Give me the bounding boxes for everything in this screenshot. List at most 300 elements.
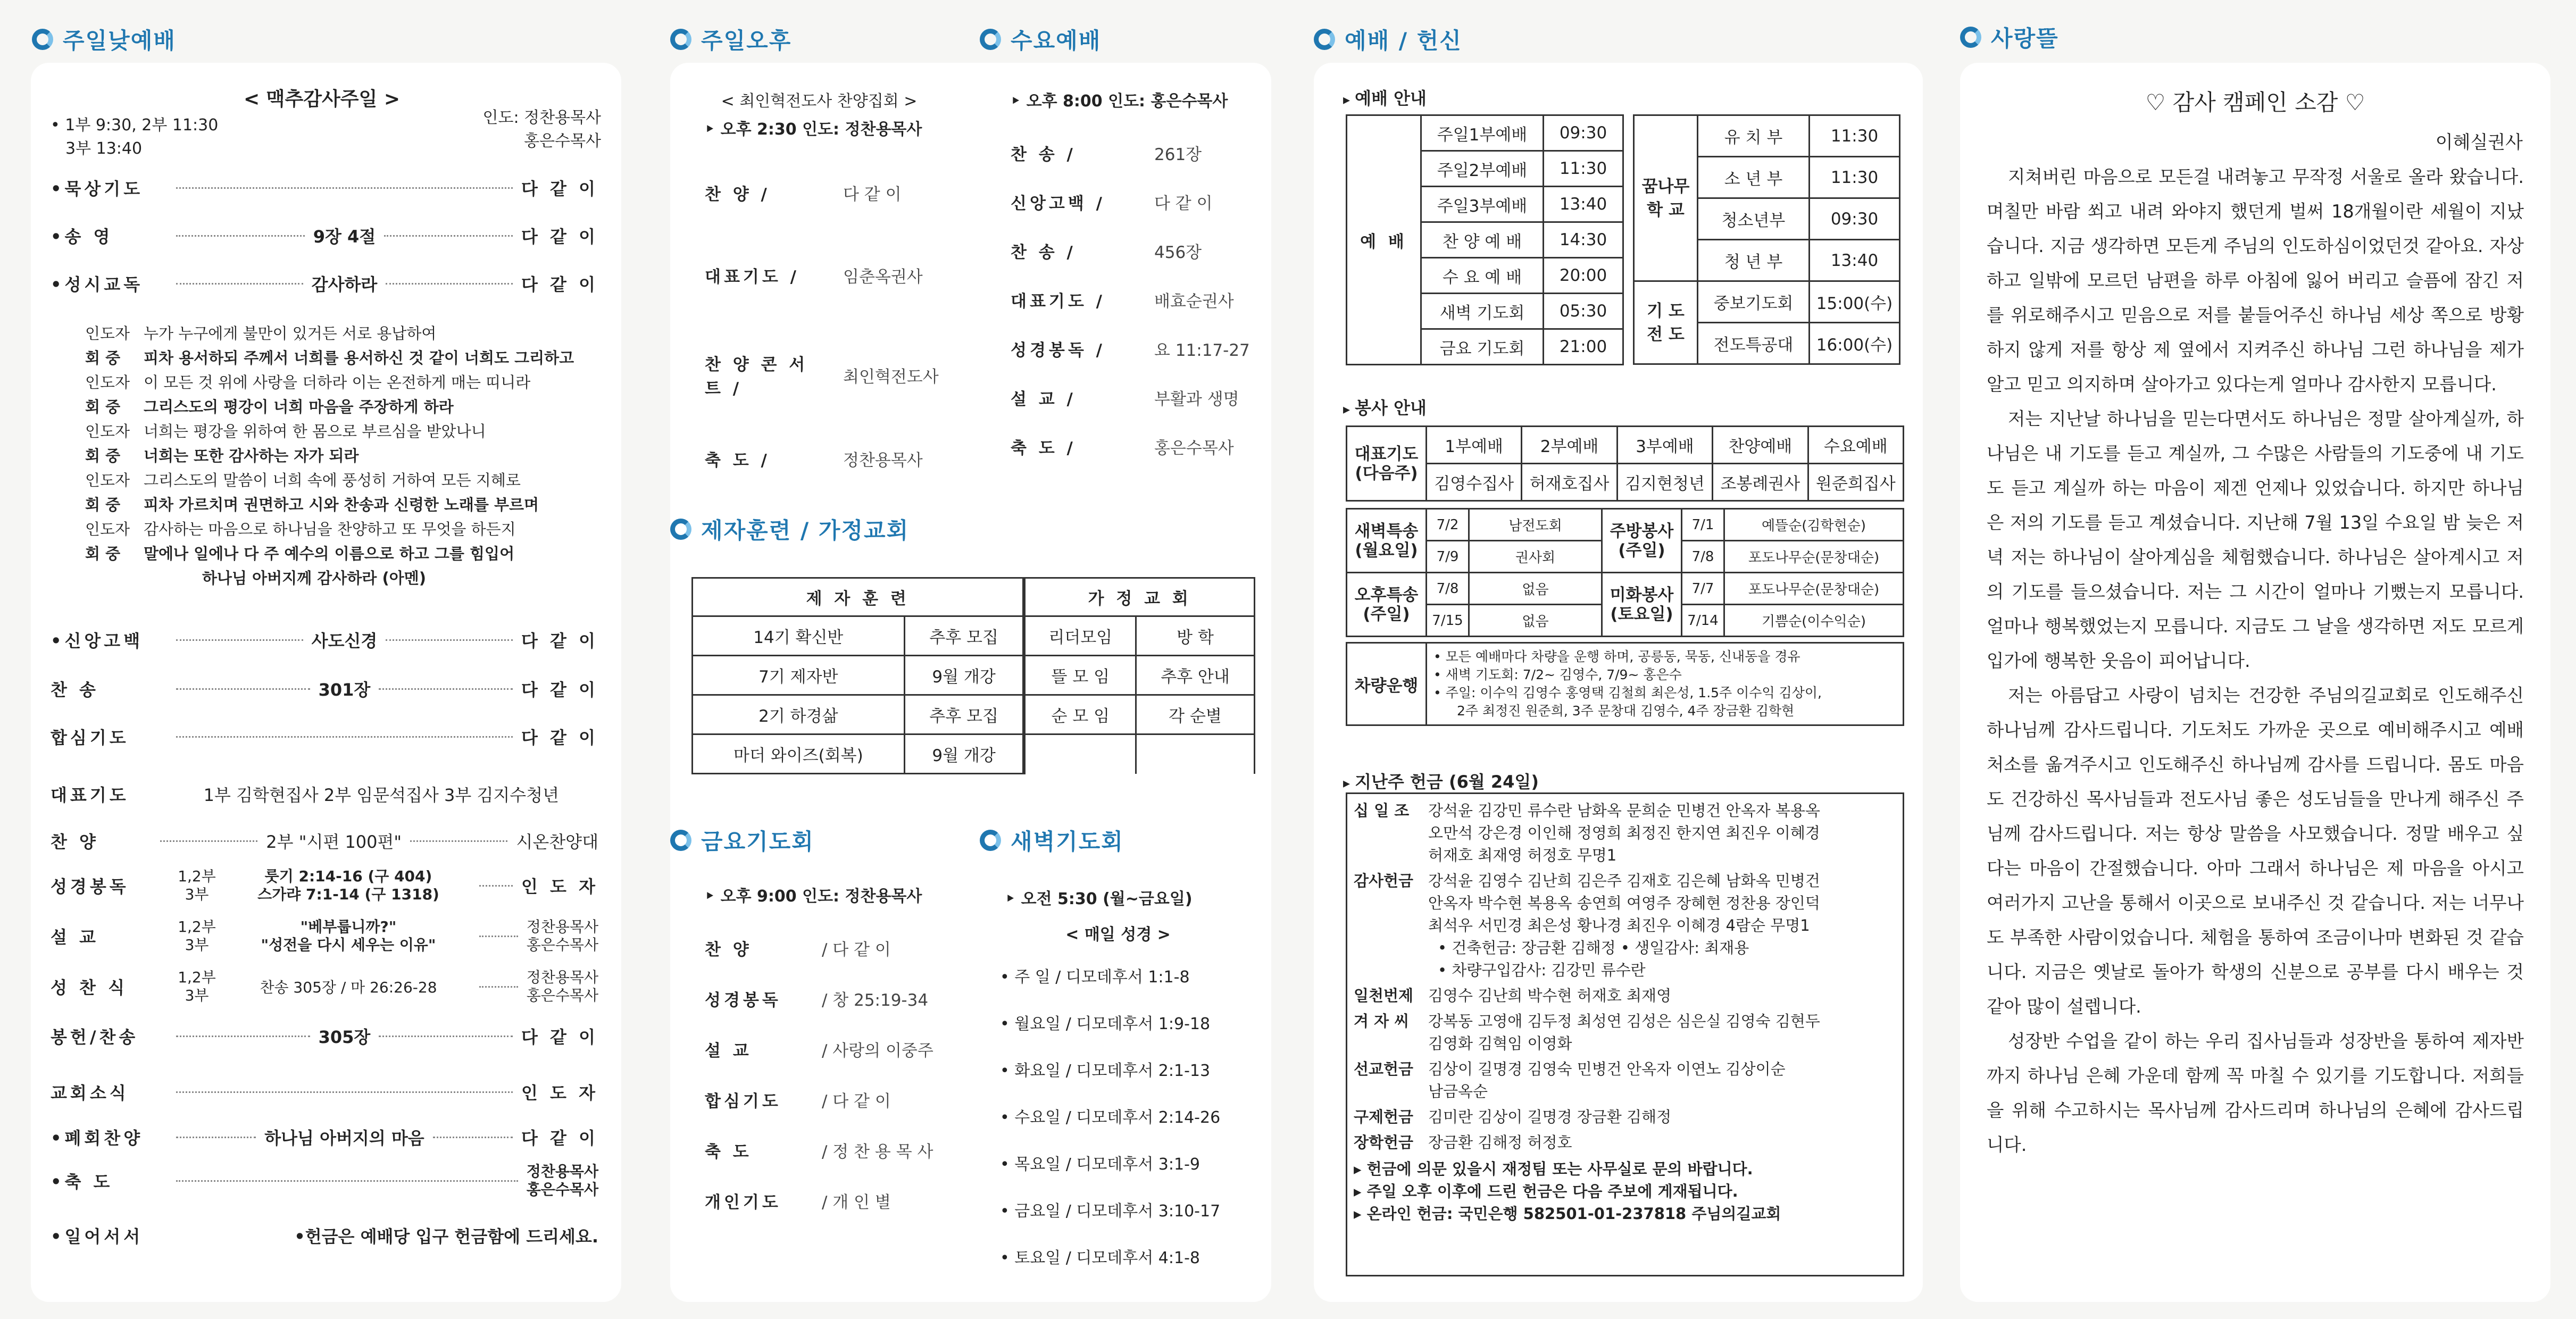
order-label: •송 영 xyxy=(51,227,113,247)
order-person: 인 도 자 xyxy=(521,1083,598,1103)
special-row xyxy=(1347,573,1904,605)
special-name: 기쁨순(이수익순) xyxy=(1724,605,1904,637)
order-item-stand: •일어서서 •헌금은 예배당 입구 헌금함에 드리세요. xyxy=(51,1226,598,1247)
school-name: 청소년부 xyxy=(1698,198,1810,240)
offering-line: 강복동 고영애 김두정 최성연 김성은 심은실 김영숙 김현두 xyxy=(1428,1012,1820,1030)
leader-dots xyxy=(176,1091,513,1093)
offering-line: 남금옥순 xyxy=(1428,1082,1488,1100)
order-value: / 다 같 이 xyxy=(822,940,891,959)
order-label: 찬 양 / xyxy=(705,185,770,204)
worship-time: 14:30 xyxy=(1544,222,1623,258)
responsive-text: 말에나 일에나 다 주 예수의 이름으로 하고 그를 힘입어 xyxy=(144,545,515,563)
order-label: 성경봉독 / xyxy=(1011,341,1105,360)
offering-label: 일천번제 xyxy=(1354,987,1414,1005)
offering-names xyxy=(1428,799,1896,866)
dawn-reading-text: • 토요일 / 디모데후서 4:1-8 xyxy=(1000,1249,1200,1267)
leader-dots xyxy=(386,283,513,285)
training-cell: 방 학 xyxy=(1136,616,1255,656)
school-time-table xyxy=(1633,114,1900,365)
training-cell: 각 순별 xyxy=(1136,695,1255,734)
service-head-cell: 1부예배 xyxy=(1427,427,1522,464)
offering-names xyxy=(1428,870,1896,981)
offering-row xyxy=(1354,984,1896,1007)
order-label: 찬 송 xyxy=(51,680,99,700)
order-label: 찬 양 콘 서 트 / xyxy=(705,355,808,398)
special-name: 권사회 xyxy=(1469,541,1602,573)
prayer-time: 16:00(수) xyxy=(1810,323,1900,364)
car-service-table: 차량운행 • 모든 예배마다 차량을 운행 하며, 공릉동, 묵동, 신내동을 경유 • 새벽 기도회: 7/2~ 김영수, 7/9~ 홍은수 • 주일: 이수익 김영수 홍영택 김철희 최은성, 1.5주 이수익 김상이, 2주 최정진 원준희, 3주 문창대 김영수, 4주 장금환 김학현 xyxy=(1346,642,1904,726)
responsive-text: 그리스도의 말씀이 너희 속에 풍성히 거하여 모든 지혜로 xyxy=(144,471,521,489)
order-label: 신앙고백 / xyxy=(1011,194,1105,213)
service-title: < 맥추감사주일 > xyxy=(243,88,401,110)
training-row xyxy=(693,656,1255,695)
special-label: 오후특송 (주일) xyxy=(1347,573,1427,637)
responsive-line xyxy=(85,517,617,539)
leader-dots xyxy=(176,283,303,285)
leader-dots xyxy=(379,688,513,690)
essay-body xyxy=(1987,160,2524,1162)
friday-item xyxy=(705,1189,981,1213)
prayer-name: 중보기도회 xyxy=(1698,281,1810,323)
order-person: 다 같 이 xyxy=(521,274,598,295)
order-value: 감사하라 xyxy=(311,274,378,295)
prayer-time: 15:00(수) xyxy=(1810,281,1900,323)
order-label: 대표기도 / xyxy=(705,268,799,287)
order-label: 찬 송 / xyxy=(1011,145,1076,164)
essay-title: ♡ 감사 캠페인 소감 ♡ xyxy=(2145,89,2365,115)
section-bullet-icon xyxy=(980,830,1001,851)
worship-time: 21:00 xyxy=(1544,329,1623,365)
order-value: 301장 xyxy=(318,680,371,700)
special-label: 미화봉사 (토요일) xyxy=(1602,573,1682,637)
order-label: •폐회찬양 xyxy=(51,1128,144,1148)
special-name: 남전도회 xyxy=(1469,509,1602,541)
dawn-reading-text: • 화요일 / 디모데후서 2:1-13 xyxy=(1000,1062,1211,1080)
responsive-text: 이 모든 것 위에 사랑을 더하라 이는 온전하게 매는 띠니라 xyxy=(144,373,531,391)
responsive-line xyxy=(85,420,617,441)
afternoon-item xyxy=(705,351,971,399)
training-cell: 순 모 임 xyxy=(1024,695,1136,734)
section-header-sunday-afternoon: 주일오후 xyxy=(670,23,791,55)
offering-line: 오만석 강은경 이인해 정영희 최정진 한지연 최진우 이혜경 xyxy=(1428,824,1820,842)
responsive-line xyxy=(85,395,617,417)
order-value: / 창 25:19-34 xyxy=(822,991,929,1010)
training-cell: 마더 와이즈(회복) xyxy=(693,734,905,774)
service-leader: 인도: 정찬용목사 홍은수목사 xyxy=(482,108,601,151)
offering-names xyxy=(1428,1010,1896,1055)
offering-note: ▸ 주일 오후 이후에 드린 헌금은 다음 주보에 게재됩니다. xyxy=(1354,1182,1738,1200)
service-name-cell: 조봉례권사 xyxy=(1713,464,1808,501)
service-guide-title: ▸ 봉사 안내 xyxy=(1343,395,1427,419)
section-header-sunday-worship: 주일낮예배 xyxy=(32,23,176,55)
responsive-text: 누가 누구에게 불만이 있거든 서로 용납하여 xyxy=(144,324,437,343)
offering-line: • 건축헌금: 장금환 김해정 • 생일감사: 최재용 xyxy=(1438,939,1749,957)
column-sunday-worship xyxy=(0,0,644,1319)
section-bullet-icon xyxy=(1960,27,1981,48)
order-value: 임춘옥권사 xyxy=(843,268,923,287)
order-value: 261장 xyxy=(1154,145,1202,164)
offering-line: 강석윤 김강민 류수란 남화옥 문희순 민병건 안옥자 복용옥 xyxy=(1428,802,1820,820)
order-person: 다 같 이 xyxy=(521,1027,598,1047)
offering-names xyxy=(1428,1106,1896,1128)
dawn-reading-text: • 주 일 / 디모데후서 1:1-8 xyxy=(1000,968,1190,987)
section-bullet-icon xyxy=(980,29,1001,50)
school-name: 청 년 부 xyxy=(1698,240,1810,281)
training-row xyxy=(693,734,1255,774)
offering-row xyxy=(1354,870,1896,981)
order-person: 다 같 이 xyxy=(521,1128,598,1148)
column-worship-service xyxy=(1298,0,1944,1319)
school-name: 유 치 부 xyxy=(1698,115,1810,157)
order-value: 456장 xyxy=(1154,243,1202,262)
service-table xyxy=(1346,425,1904,502)
responsive-speaker: 인도자 xyxy=(85,471,130,489)
training-cell: 뜰 모 임 xyxy=(1024,656,1136,695)
order-item xyxy=(51,1024,598,1048)
section-header-dawn: 새벽기도회 xyxy=(980,824,1124,856)
order-label: •신앙고백 xyxy=(51,631,144,651)
worship-name: 새벽 기도회 xyxy=(1421,294,1544,329)
service-name-cell: 허재호집사 xyxy=(1522,464,1617,501)
worship-name: 찬 양 예 배 xyxy=(1421,222,1544,258)
offering-row xyxy=(1354,1131,1896,1154)
training-cell: 14기 확신반 xyxy=(693,616,905,656)
training-row xyxy=(693,616,1255,656)
special-date: 7/15 xyxy=(1427,605,1469,637)
worship-name: 수 요 예 배 xyxy=(1421,258,1544,294)
dawn-reading xyxy=(1000,1245,1277,1268)
service-name-cell: 김영수집사 xyxy=(1427,464,1522,501)
essay-paragraph: 저는 지난날 하나님을 믿는다면서도 하나님은 정말 살아계실까, 하나님은 내 기도를 듣고 계실까, 그 수많은 사람들의 기도중에 내 기도도 듣고 계실까 하는 마음이 제겐 언제나 있었습니다. 하지만 하나님은 저의 기도를 듣고 계셨습니다. 지난해 7월 13일 수요일 밤 늦은 저녁 저는 하나님이 살아계심을 체험했습니다. 하나님은 살아계시고 저의 기도를 들으셨습니다. 저는 그 시간이 얼마나 기뻤는지 모릅니다. 얼마나 행복했었는지 모릅니다. 지금도 그 날을 생각하면 저도 모르게 입가에 행복한 웃음이 피어납니다. xyxy=(1987,408,2524,671)
training-cell: 9월 개강 xyxy=(904,656,1024,695)
order-label: 합심기도 xyxy=(51,728,129,748)
order-item xyxy=(51,628,598,652)
responsive-text: 피차 가르치며 권면하고 시와 찬송과 신령한 노래를 부르며 xyxy=(144,496,539,514)
offering-line: 장금환 김해정 허정호 xyxy=(1428,1133,1572,1151)
service-head-cell: 3부예배 xyxy=(1617,427,1712,464)
leader-dots xyxy=(384,235,513,237)
offering-row xyxy=(1354,1106,1896,1128)
offering-line: 김영수 김난희 박수현 허재호 최재영 xyxy=(1428,987,1672,1005)
training-cell: 리더모임 xyxy=(1024,616,1136,656)
dawn-reading-text: • 수요일 / 디모데후서 2:14-26 xyxy=(1000,1108,1221,1127)
offering-label: 구제헌금 xyxy=(1354,1108,1414,1126)
order-person: 다 같 이 xyxy=(521,179,598,199)
training-cell: 추후 모집 xyxy=(904,616,1024,656)
service-head-cell: 2부예배 xyxy=(1522,427,1617,464)
friday-time: ‣ 오후 9:00 인도: 정찬용목사 xyxy=(705,887,922,906)
service-head-cell: 대표기도 (다음주) xyxy=(1347,427,1427,501)
leader-dots xyxy=(176,1036,310,1037)
offering-names xyxy=(1428,1131,1896,1154)
dawn-reading xyxy=(1000,1198,1277,1221)
responsive-text: 감사하는 마음으로 하나님을 찬양하고 또 무엇을 하든지 xyxy=(144,520,516,538)
leader-dots xyxy=(176,639,303,641)
school-label: 꿈나무 학 교 xyxy=(1634,115,1698,281)
section-header-friday: 금요기도회 xyxy=(670,824,814,856)
responsive-speaker: 회 중 xyxy=(85,398,121,416)
afternoon-item xyxy=(705,263,971,287)
dawn-reading xyxy=(1000,964,1277,987)
special-date: 7/2 xyxy=(1427,509,1469,541)
special-date: 7/7 xyxy=(1682,573,1724,605)
leader-dots xyxy=(176,1137,256,1138)
special-name: 포도나무순(문창대순) xyxy=(1724,573,1904,605)
responsive-line xyxy=(85,566,617,588)
dawn-reading xyxy=(1000,1057,1277,1081)
order-value: 배효순권사 xyxy=(1154,292,1234,311)
special-date: 7/8 xyxy=(1427,573,1469,605)
special-label: 주방봉사 (주일) xyxy=(1602,509,1682,573)
prayer-row xyxy=(1634,281,1900,323)
dawn-reading-text: • 목요일 / 디모데후서 3:1-9 xyxy=(1000,1155,1200,1174)
worship-name: 주일3부예배 xyxy=(1421,187,1544,222)
essay-paragraph: 지쳐버린 마음으로 모든걸 내려놓고 무작정 서울로 올라 왔습니다. 며칠만 바람 쐬고 내려 와야지 했던게 벌써 18개월이란 세월이 지났습니다. 지금 생각하면 모든게 주님의 인도하심이었던것 같아요. 자상하고 일밖에 모르던 남편을 하루 아침에 잃어 버리고 슬픔에 잠긴 저를 위로해주시고 믿음으로 저를 붙들어주신 하나님 세상 쪽으로 방황하지 않게 저를 항상 제 옆에서 지켜주신 하나님 그런 하나님을 제가 알고 믿고 의지하며 살아가고 있다는게 얼마나 감사한지 모릅니다. xyxy=(1987,166,2524,395)
special-date: 7/9 xyxy=(1427,541,1469,573)
school-time: 11:30 xyxy=(1810,115,1900,157)
order-item-sermon: 설 교 1,2부 3부 "베부룹니까?" "성전을 다시 세우는 이유" 정찬용목사 홍은수목사 xyxy=(51,918,598,954)
worship-time: 09:30 xyxy=(1544,115,1623,151)
responsive-line xyxy=(85,346,617,368)
special-name: 없음 xyxy=(1469,605,1602,637)
wednesday-item xyxy=(1011,141,1287,165)
wednesday-item xyxy=(1011,386,1287,410)
special-row xyxy=(1347,509,1904,541)
responsive-line xyxy=(85,444,617,466)
section-header-worship: 예배 / 헌신 xyxy=(1314,23,1462,55)
special-name: 없음 xyxy=(1469,573,1602,605)
wednesday-item xyxy=(1011,190,1287,214)
dawn-reading-text: • 월요일 / 디모데후서 1:9-18 xyxy=(1000,1015,1211,1033)
school-row xyxy=(1634,115,1900,157)
offering-label: 십 일 조 xyxy=(1354,802,1410,820)
essay-paragraph: 성장반 수업을 같이 하는 우리 집사님들과 성장반을 통하여 제자반까지 하나님 은혜 가운데 함께 꼭 마칠 수 있기를 기도합니다. 저희들을 위해 수고하시는 목사님께 감사드리며 하나님의 은혜에 감사드립니다. xyxy=(1987,1031,2524,1155)
offering-line: • 차량구입감사: 김강민 류수란 xyxy=(1438,961,1646,979)
responsive-line xyxy=(85,322,617,344)
worship-time-table xyxy=(1346,114,1624,365)
prayer-label: 기 도 전 도 xyxy=(1634,281,1698,364)
offering-note: ▸ 온라인 헌금: 국민은행 582501-01-237818 주님의길교회 xyxy=(1354,1205,1781,1223)
offering-line: 김미란 김상이 길명경 장금환 김해정 xyxy=(1428,1108,1672,1126)
offering-line: 강석윤 김영수 김난희 김은주 김재호 김은혜 남화옥 민병건 xyxy=(1428,872,1820,890)
offering-line: 안옥자 박수현 복용옥 송연희 여영주 장혜현 정찬용 장인덕 xyxy=(1428,894,1820,912)
responsive-speaker: 인도자 xyxy=(85,373,130,391)
order-label: 개인기도 xyxy=(705,1193,781,1212)
responsive-line xyxy=(85,493,617,515)
worship-name: 금요 기도회 xyxy=(1421,329,1544,365)
order-value: 정찬용목사 xyxy=(843,451,923,470)
dawn-reading-text: • 금요일 / 디모데후서 3:10-17 xyxy=(1000,1202,1221,1221)
special-service-table xyxy=(1346,508,1904,637)
responsive-speaker: 인도자 xyxy=(85,520,130,538)
friday-item xyxy=(705,1088,981,1112)
order-value: 305장 xyxy=(318,1027,371,1047)
offering-title: ▸ 지난주 헌금 (6월 24일) xyxy=(1343,769,1539,793)
worship-time: 11:30 xyxy=(1544,151,1623,187)
offering-line: 최석우 서민경 최은성 황나경 최진우 이혜경 4람순 무명1 xyxy=(1428,916,1810,934)
special-date: 7/8 xyxy=(1682,541,1724,573)
order-value: 9장 4절 xyxy=(313,227,376,247)
worship-label: 예 배 xyxy=(1347,115,1421,365)
order-value: 사도신경 xyxy=(311,631,378,651)
order-item xyxy=(51,724,598,749)
wednesday-item xyxy=(1011,288,1287,312)
dawn-reading xyxy=(1000,1011,1277,1034)
service-name-row xyxy=(1347,464,1904,501)
dawn-title: < 매일 성경 > xyxy=(1065,925,1171,944)
friday-item xyxy=(705,1138,981,1162)
order-item-bible: 성경봉독 1,2부 3부 룻기 2:14-16 (구 404) 스가랴 7:1-14 (구 1318) 인 도 자 xyxy=(51,867,598,903)
service-head-row xyxy=(1347,427,1904,464)
worship-time: 05:30 xyxy=(1544,294,1623,329)
wednesday-time: ‣ 오후 8:00 인도: 홍은수목사 xyxy=(1011,92,1228,111)
training-table: 제 자 훈 련 가 정 교 회 14기 확신반 추후 모집 리더모임 방 학 7기 제자반 9월 개강 뜰 모 임 추후 안내 2기 하경삶 추후 모집 순 모 임 각 순별 마더 와이즈(회복) 9월 개강 xyxy=(691,577,1255,774)
wednesday-item xyxy=(1011,337,1287,361)
offering-row xyxy=(1354,799,1896,866)
offering-label: 감사헌금 xyxy=(1354,872,1414,890)
order-label: 축 도 xyxy=(705,1142,752,1162)
order-value: 부활과 생명 xyxy=(1154,390,1239,409)
responsive-line xyxy=(85,371,617,393)
section-header-wednesday: 수요예배 xyxy=(980,23,1101,55)
offering-names xyxy=(1428,1058,1896,1103)
training-cell xyxy=(1136,734,1255,774)
order-person: 다 같 이 xyxy=(521,227,598,247)
order-item xyxy=(51,176,598,200)
worship-time: 20:00 xyxy=(1544,258,1623,294)
order-label: 축 도 / xyxy=(705,451,770,470)
special-date: 7/14 xyxy=(1682,605,1724,637)
offering-label: 겨 자 씨 xyxy=(1354,1012,1410,1030)
school-time: 09:30 xyxy=(1810,198,1900,240)
training-cell: 추후 모집 xyxy=(904,695,1024,734)
order-value: 하나님 아버지의 마음 xyxy=(264,1128,424,1148)
special-name: 포도나무순(문창대순) xyxy=(1724,541,1904,573)
order-label: 설 교 / xyxy=(1011,390,1076,409)
offering-line: 김상이 길명경 김영숙 민병건 안옥자 이연노 김상이순 xyxy=(1428,1060,1786,1078)
leader-dots xyxy=(379,1036,513,1037)
column-love-garden xyxy=(1944,0,2576,1319)
order-value: 최인혁전도사 xyxy=(843,367,939,387)
offering-names xyxy=(1428,984,1896,1007)
worship-guide-title: ▸ 예배 안내 xyxy=(1343,85,1427,110)
section-bullet-icon xyxy=(670,830,691,851)
offering-note: ▸ 헌금에 의문 있을시 재정팀 또는 사무실로 문의 바랍니다. xyxy=(1354,1160,1753,1178)
leader-dots xyxy=(176,187,513,189)
dawn-time: ‣ 오전 5:30 (월~금요일) xyxy=(1005,890,1193,908)
column-middle xyxy=(654,0,1298,1319)
leader-dots xyxy=(386,639,513,641)
responsive-text: 피차 용서하되 주께서 너희를 용서하신 것 같이 너희도 그리하고 xyxy=(144,349,574,367)
friday-item xyxy=(705,1037,981,1061)
order-item-benediction: •축 도 정찬용목사 홍은수목사 xyxy=(51,1163,598,1198)
responsive-speaker: 인도자 xyxy=(85,324,130,343)
friday-item xyxy=(705,936,981,960)
leader-dots xyxy=(433,1137,513,1138)
responsive-text: 하나님 아버지께 감사하라 (아멘) xyxy=(202,569,426,587)
order-label: 봉헌/찬송 xyxy=(51,1027,139,1047)
service-head-cell: 수요예배 xyxy=(1808,427,1903,464)
order-item xyxy=(51,677,598,701)
offering-line: 허재호 최재영 허정호 무명1 xyxy=(1428,846,1617,864)
section-bullet-icon xyxy=(670,29,691,50)
afternoon-item xyxy=(705,181,971,205)
section-bullet-icon xyxy=(1314,29,1335,50)
responsive-text: 너희는 평강을 위하여 한 몸으로 부르심을 받았나니 xyxy=(144,422,486,440)
leader-dots xyxy=(176,688,310,690)
offering-box xyxy=(1346,792,1904,1276)
responsive-speaker: 인도자 xyxy=(85,422,130,440)
service-name-cell: 원준희집사 xyxy=(1808,464,1903,501)
training-cell: 7기 제자반 xyxy=(693,656,905,695)
dawn-reading xyxy=(1000,1104,1277,1128)
order-value: 다 같 이 xyxy=(1154,194,1213,213)
friday-item xyxy=(705,987,981,1011)
order-value: / 사랑의 이중주 xyxy=(822,1041,933,1061)
afternoon-item xyxy=(705,447,971,471)
order-value: / 개 인 별 xyxy=(822,1193,891,1212)
worship-row xyxy=(1347,115,1623,151)
order-label: 축 도 / xyxy=(1011,439,1076,458)
order-item-choir: 찬 양 2부 "시편 100편" 시온찬양대 xyxy=(51,832,598,852)
worship-name: 주일1부예배 xyxy=(1421,115,1544,151)
order-value: / 다 같 이 xyxy=(822,1092,891,1111)
order-label: •성시교독 xyxy=(51,274,144,295)
service-head-cell: 찬양예배 xyxy=(1713,427,1808,464)
dawn-reading xyxy=(1000,1151,1277,1174)
order-person: 다 같 이 xyxy=(521,728,598,748)
order-item-communion: 성 찬 식 1,2부 3부 찬송 305장 / 마 26:26-28 정찬용목사 홍은수목사 xyxy=(51,969,598,1004)
responsive-speaker: 회 중 xyxy=(85,349,121,367)
responsive-speaker: 회 중 xyxy=(85,496,121,514)
order-label: 찬 양 xyxy=(705,940,752,959)
training-cell: 추후 안내 xyxy=(1136,656,1255,695)
order-value: 요 11:17-27 xyxy=(1154,341,1250,360)
section-header-love-garden: 사랑뜰 xyxy=(1960,21,2059,53)
offering-line: 김영화 김혁임 이영화 xyxy=(1428,1034,1572,1053)
training-cell: 9월 개강 xyxy=(904,734,1024,774)
training-cell: 2기 하경삶 xyxy=(693,695,905,734)
responsive-text: 너희는 또한 감사하는 자가 되라 xyxy=(144,447,359,465)
special-name: 예뜰순(김학현순) xyxy=(1724,509,1904,541)
afternoon-time: ‣ 오후 2:30 인도: 정찬용목사 xyxy=(705,120,922,139)
order-label: 대표기도 / xyxy=(1011,292,1105,311)
order-value: 다 같 이 xyxy=(843,185,902,204)
order-label: 찬 송 / xyxy=(1011,243,1076,262)
responsive-speaker: 회 중 xyxy=(85,447,121,465)
wednesday-item xyxy=(1011,435,1287,458)
service-times: • 1부 9:30, 2부 11:30 3부 13:40 xyxy=(51,116,219,158)
wednesday-item xyxy=(1011,239,1287,263)
order-label: 성경봉독 xyxy=(705,991,781,1010)
essay-paragraph: 저는 아름답고 사랑이 넘치는 건강한 주님의길교회로 인도해주신 하나님께 감사드립니다. 기도처도 가까운 곳으로 예비해주시고 예배 처소를 옮겨주시고 인도해주신 하나님께 감사를 드립니다. 몸도 마음도 건강하신 목사님들과 전도사님 좋은 성도님들을 만나게 해주신 주님께 감사드립니다. 저는 항상 말씀을 사모했습니다. 정말 배우고 싶다는 마음이 간절했습니다. 아마 그래서 하나님은 제 마음을 아시고 여러가지 고난을 통해서 이곳으로 보내주신 것 같습니다. 저는 너무나도 부족한 사람이었습니다. 체험을 통하여 조금이나마 변화된 것 같습니다. 지금은 옛날로 돌아가 학생의 신분으로 공부를 다시 배우는 것 같아 많이 설렙니다. xyxy=(1987,685,2524,1017)
responsive-text: 그리스도의 평강이 너희 마음을 주장하게 하라 xyxy=(144,398,454,416)
offering-label: 선교헌금 xyxy=(1354,1060,1414,1078)
offering-row xyxy=(1354,1058,1896,1103)
order-label: 교회소식 xyxy=(51,1083,129,1103)
order-item xyxy=(51,271,598,296)
order-item xyxy=(51,1080,598,1104)
special-label: 새벽특송 (월요일) xyxy=(1347,509,1427,573)
order-value: 홍은수목사 xyxy=(1154,439,1234,458)
leader-dots xyxy=(176,736,513,738)
school-time: 11:30 xyxy=(1810,157,1900,198)
leader-dots xyxy=(176,235,305,237)
school-time: 13:40 xyxy=(1810,240,1900,281)
concert-title: < 최인혁전도사 찬양집회 > xyxy=(721,92,918,111)
special-date: 7/1 xyxy=(1682,509,1724,541)
order-item xyxy=(51,1125,598,1149)
